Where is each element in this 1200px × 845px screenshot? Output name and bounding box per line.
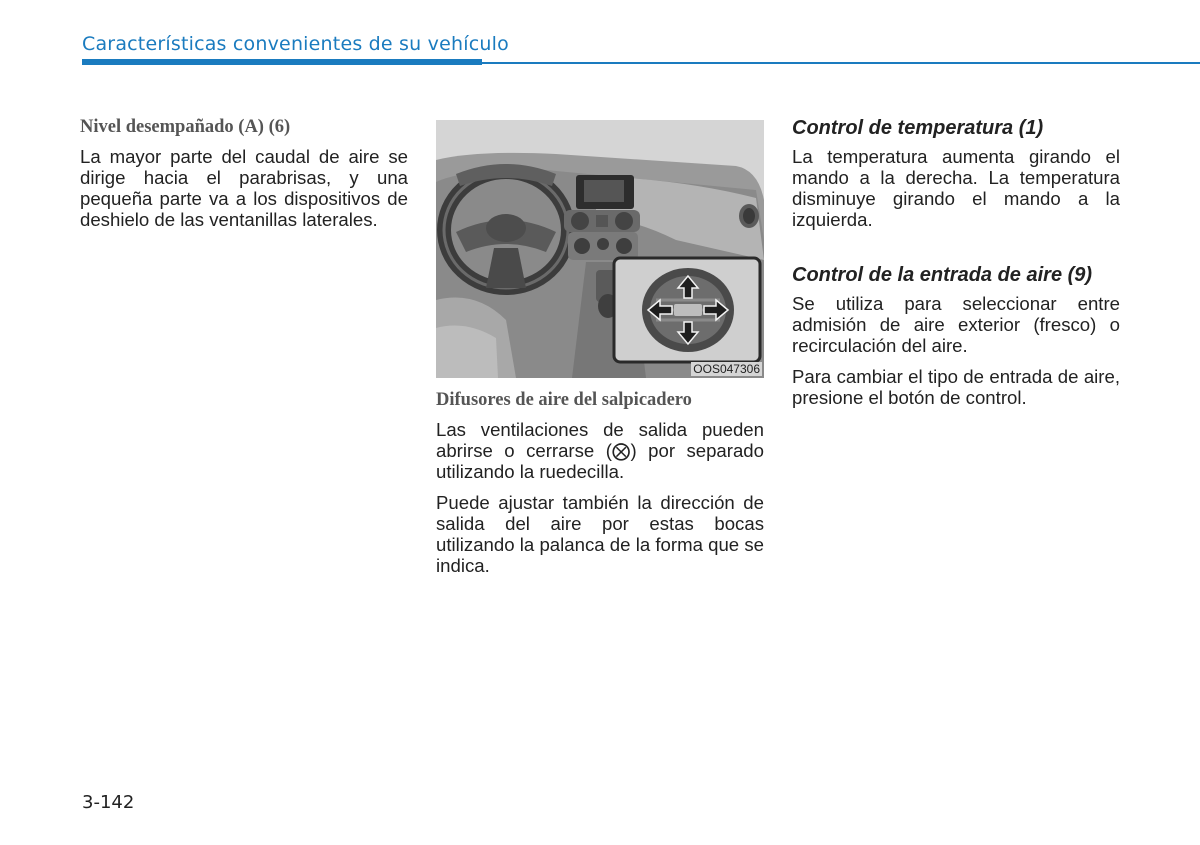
right-column <box>792 117 1120 418</box>
middle-column <box>436 120 764 586</box>
section-gap <box>792 240 1120 264</box>
section-header-title: Características convenientes de su vehículo <box>82 33 509 55</box>
page-number: 3-142 <box>82 792 135 813</box>
air-intake-control-body-2: Para cambiar el tipo de entrada de aire, presione el botón de control. <box>792 366 1120 408</box>
air-intake-control-body-1: Se utiliza para seleccionar entre admisión de aire exterior (fresco) o recirculación del aire. <box>792 293 1120 356</box>
dashboard-figure <box>436 120 764 378</box>
dashboard-illustration <box>436 120 764 378</box>
defrost-level-heading: Nivel desempañado (A) (6) <box>80 117 291 137</box>
vents-paragraph-2: Puede ajustar también la dirección de salida del aire por estas bocas utilizando la palanca de la forma que se indica. <box>436 492 764 576</box>
temperature-control-heading: Control de temperatura (1) <box>792 117 1044 139</box>
figure-code: OOS047306 <box>693 362 760 376</box>
air-intake-control-heading: Control de la entrada de aire (9) <box>792 264 1093 286</box>
defrost-level-body: La mayor parte del caudal de aire se dirige hacia el parabrisas, y una pequeña parte va a los dispositivos de deshielo de las ventanillas laterales. <box>80 146 408 230</box>
temperature-control-body: La temperatura aumenta girando el mando a la derecha. La temperatura disminuye girando el mando a la izquierda. <box>792 146 1120 230</box>
figure-caption: Difusores de aire del salpicadero <box>436 390 692 410</box>
header-rule-thick <box>82 59 482 65</box>
vents-paragraph-1: Las ventilaciones de salida pueden abrirse o cerrarse (⨂) por separado utilizando la ruedecilla. <box>436 419 764 482</box>
header-rule-thin <box>482 62 1200 64</box>
left-column <box>80 117 408 240</box>
